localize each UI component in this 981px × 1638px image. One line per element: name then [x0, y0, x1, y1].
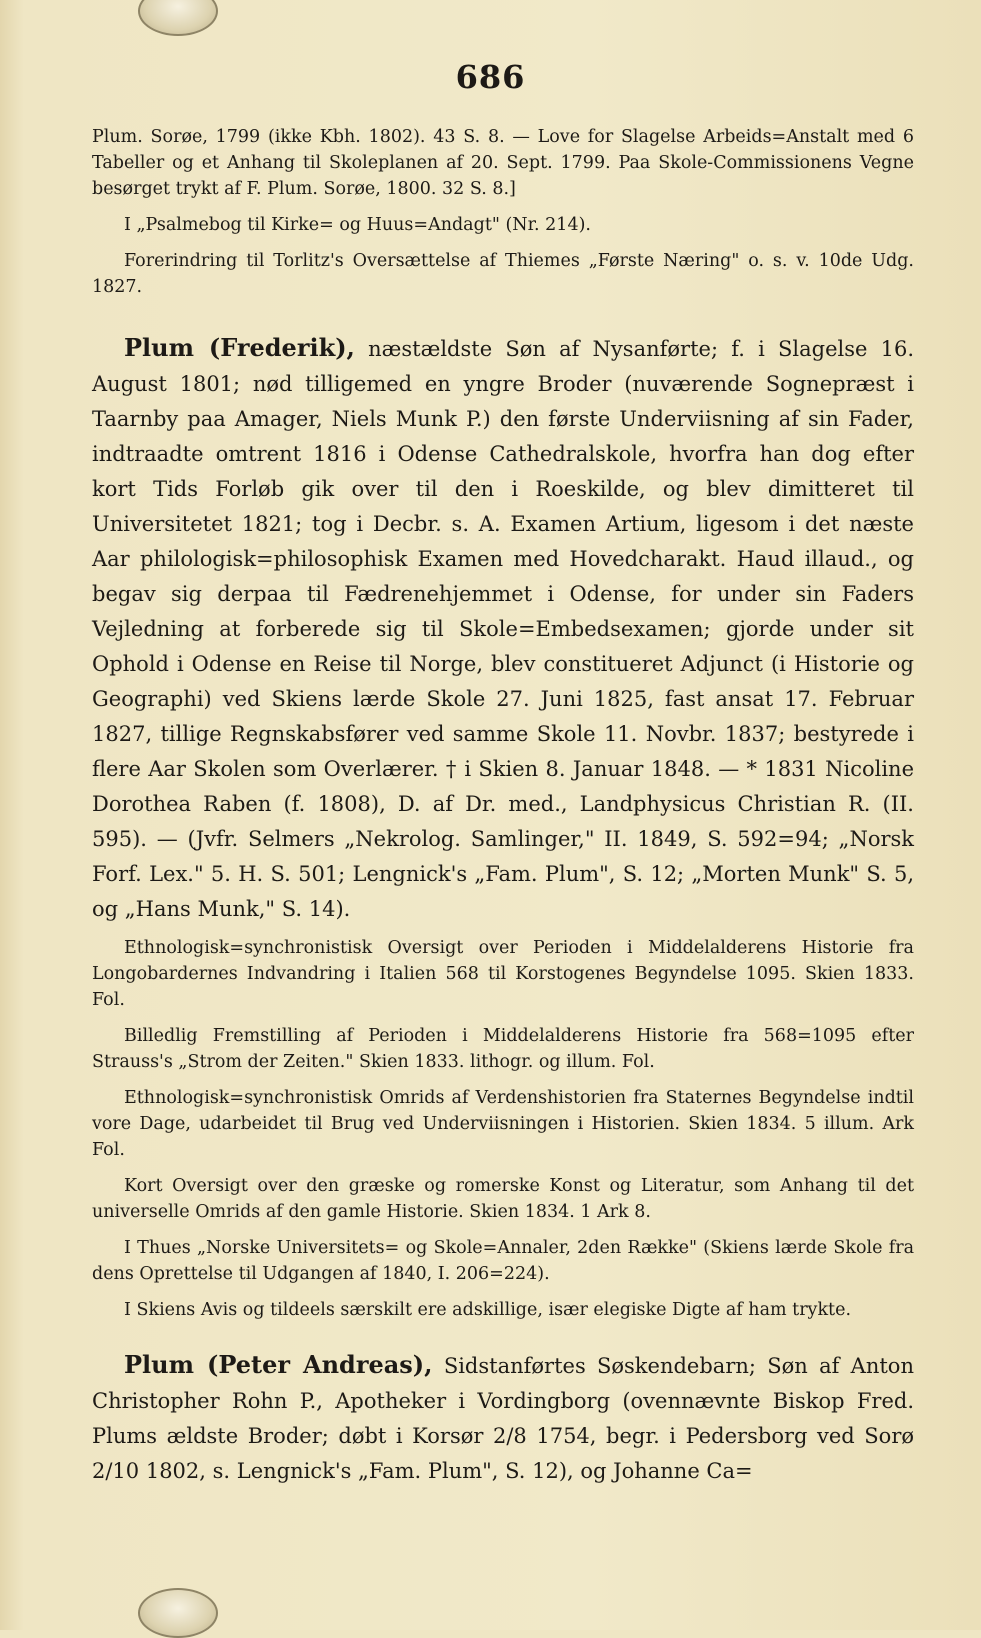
biography-text: næstældste Søn af Nysanførte; f. i Slagelse 16. August 1801; nød tilligemed en yngre Broder (nuværende Sognepræst i Taarnby paa Amager, Niels Munk P.) den første Underviisning af sin Fader, indtraadte omtrent 1816 i Odense Cathedralskole, hvorfra han dog efter kort Tids Forløb gik over til den i Roeskilde, og blev dimitteret til Universitetet 1821; tog i Decbr. s. A. Examen Artium, ligesom i det næste Aar philologisk=philosophisk Examen med Hovedcharakt. Haud illaud., og begav sig derpaa til Fædrenehjemmet i Odense, for under sin Faders Vejledning at forberede sig til Skole=Embedsexamen; gjorde under sit Ophold i Odense en Reise til Norge, blev constitueret Adjunct (i Historie og Geographi) ved Skiens lærde Skole 27. Juni 1825, fast ansat 17. Februar 1827, tillige Regnskabsfører ved samme Skole 11. Novbr. 1837; bestyrede i flere Aar Skolen som Overlærer. † i Skien 8. Januar 1848. — * 1831 Nicoline Dorothea Raben (f. 1808), D. af Dr. med., Landphysicus Christian R. (II. 595). — (Jvfr. Selmers „Nekrolog. Samlinger," II. 1849, S. 592=94; „Norsk Forf. Lex." 5. H. S. 501; Lengnick's „Fam. Plum", S. 12; „Morten Munk" S. 5, og „Hans Munk," S. 14). [92, 337, 915, 921]
entry-paragraph: Forerindring til Torlitz's Oversættelse af Thiemes „Første Næring" o. s. v. 10de Udg. 1827. [92, 251, 914, 297]
work-entry: Ethnologisk=synchronistisk Omrids af Verdenshistorien fra Staternes Begyndelse indtil vore Dage, udarbeidet til Brug ved Underviisningen i Historien. Skien 1834. 5 illum. Ark Fol. [92, 1088, 914, 1160]
biography-frederik [92, 330, 914, 927]
work-entry: Billedlig Fremstilling af Perioden i Middelalderens Historie fra 568=1095 efter Strauss's „Strom der Zeiten." Skien 1833. lithogr. og illum. Fol. [92, 1026, 914, 1072]
entry-paragraph: Plum. Sorøe, 1799 (ikke Kbh. 1802). 43 S. 8. — Love for Slagelse Arbeids=Anstalt med 6 Tabeller og et Anhang til Skoleplanen af 20. Sept. 1799. Paa Skole-Commissionens Vegne besørget trykt af F. Plum. Sorøe, 1800. 32 S. 8.] [92, 127, 914, 199]
work-entry: Kort Oversigt over den græske og romerske Konst og Literatur, som Anhang til det universelle Omrids af den gamle Historie. Skien 1834. 1 Ark 8. [92, 1176, 914, 1222]
binding-hole-bottom [138, 1588, 218, 1638]
work-entry: Ethnologisk=synchronistisk Oversigt over Perioden i Middelalderens Historie fra Longobardernes Indvandring i Italien 568 til Korstogenes Begyndelse 1095. Skien 1833. Fol. [92, 938, 914, 1010]
page-content [92, 124, 914, 1497]
biography-name: Plum (Peter Andreas), [124, 1350, 433, 1379]
biography-text: Sidstanførtes Søskendebarn; Søn af Anton Christopher Rohn P., Apotheker i Vordingborg (ovennævnte Biskop Fred. Plums ældste Broder; døbt i Korsør 2/8 1754, begr. i Pedersborg ved Sorø 2/10 1802, s. Lengnick's „Fam. Plum", S. 12), og Johanne Ca= [92, 1354, 914, 1483]
work-entry: I Thues „Norske Universitets= og Skole=Annaler, 2den Række" (Skiens lærde Skole fra dens Oprettelse til Udgangen af 1840, I. 206=224). [92, 1238, 914, 1284]
page-number: 686 [455, 58, 526, 96]
entry-paragraph: I „Psalmebog til Kirke= og Huus=Andagt" (Nr. 214). [124, 215, 591, 235]
biography-name: Plum (Frederik), [124, 333, 355, 362]
biography-peter-andreas [92, 1347, 914, 1489]
work-entry: I Skiens Avis og tildeels særskilt ere adskillige, især elegiske Digte af ham trykte. [124, 1300, 852, 1320]
binding-hole-top [138, 0, 218, 36]
